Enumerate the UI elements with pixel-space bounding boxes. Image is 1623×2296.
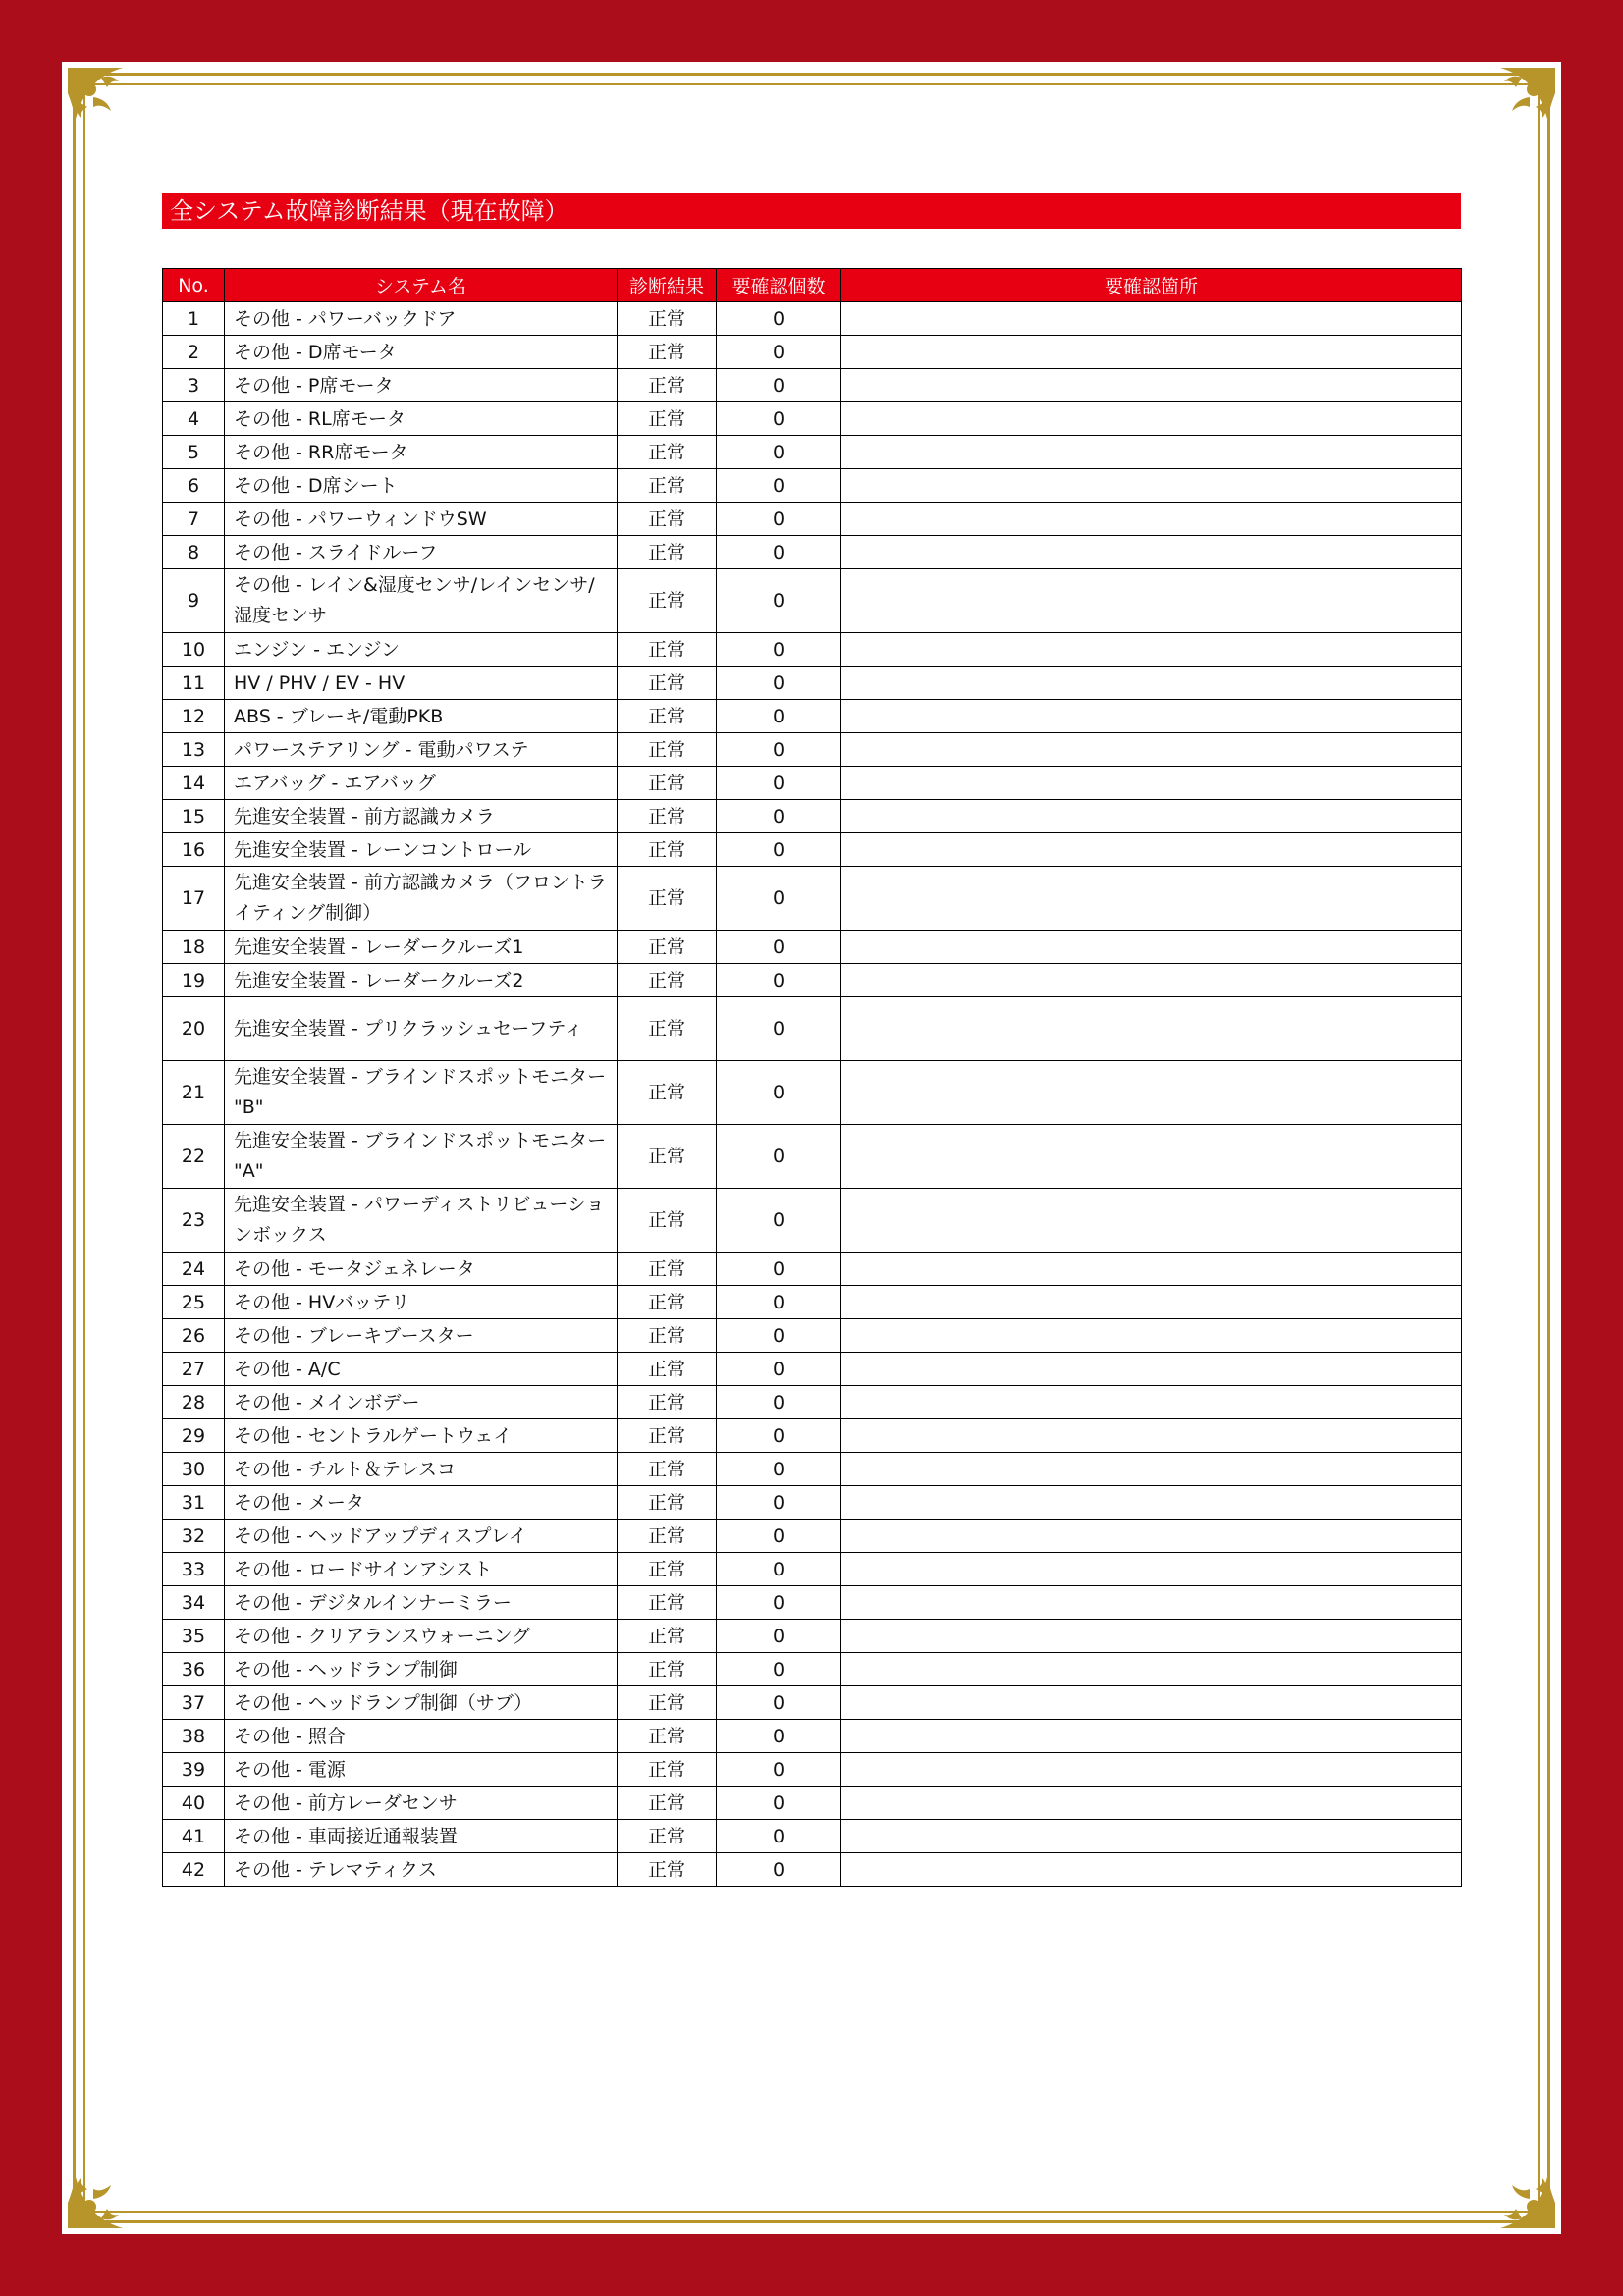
row-system-name: その他 - スライドルーフ <box>225 536 618 569</box>
section-title: 全システム故障診断結果（現在故障） <box>162 193 1461 229</box>
row-system-name: その他 - メータ <box>225 1486 618 1520</box>
row-no: 13 <box>163 733 225 767</box>
header-result: 診断結果 <box>618 269 717 302</box>
row-system-name: パワーステアリング - 電動パワステ <box>225 733 618 767</box>
row-location <box>841 700 1462 733</box>
row-system-name: その他 - パワーウィンドウSW <box>225 503 618 536</box>
row-count: 0 <box>717 402 841 436</box>
row-no: 25 <box>163 1286 225 1319</box>
row-result: 正常 <box>618 1453 717 1486</box>
row-system-name: その他 - D席モータ <box>225 336 618 369</box>
row-count: 0 <box>717 1686 841 1720</box>
row-system-name: その他 - P席モータ <box>225 369 618 402</box>
row-system-name: その他 - A/C <box>225 1353 618 1386</box>
row-no: 16 <box>163 833 225 867</box>
corner-ornament-icon <box>64 64 152 152</box>
table-row <box>163 667 1462 700</box>
row-count: 0 <box>717 369 841 402</box>
row-no: 14 <box>163 767 225 800</box>
row-no: 18 <box>163 931 225 964</box>
table-row <box>163 469 1462 503</box>
row-count: 0 <box>717 536 841 569</box>
row-location <box>841 369 1462 402</box>
row-result: 正常 <box>618 1753 717 1787</box>
row-count: 0 <box>717 700 841 733</box>
row-count: 0 <box>717 569 841 633</box>
row-location <box>841 1189 1462 1253</box>
row-no: 8 <box>163 536 225 569</box>
row-system-name: その他 - ヘッドランプ制御（サブ） <box>225 1686 618 1720</box>
row-count: 0 <box>717 733 841 767</box>
row-system-name: その他 - 照合 <box>225 1720 618 1753</box>
row-system-name: その他 - チルト＆テレスコ <box>225 1453 618 1486</box>
table-row <box>163 1586 1462 1620</box>
row-result: 正常 <box>618 767 717 800</box>
row-result: 正常 <box>618 633 717 667</box>
table-row <box>163 1787 1462 1820</box>
row-location <box>841 1520 1462 1553</box>
table-row <box>163 1653 1462 1686</box>
row-no: 37 <box>163 1686 225 1720</box>
table-row <box>163 767 1462 800</box>
row-no: 36 <box>163 1653 225 1686</box>
table-row <box>163 633 1462 667</box>
table-body <box>163 302 1462 1887</box>
row-count: 0 <box>717 1486 841 1520</box>
row-count: 0 <box>717 469 841 503</box>
row-count: 0 <box>717 1820 841 1853</box>
row-no: 12 <box>163 700 225 733</box>
row-location <box>841 867 1462 931</box>
row-system-name: その他 - メインボデー <box>225 1386 618 1419</box>
row-result: 正常 <box>618 1189 717 1253</box>
row-location <box>841 469 1462 503</box>
row-result: 正常 <box>618 1419 717 1453</box>
row-count: 0 <box>717 767 841 800</box>
row-system-name: 先進安全装置 - レーダークルーズ2 <box>225 964 618 997</box>
table-row <box>163 931 1462 964</box>
row-count: 0 <box>717 633 841 667</box>
row-location <box>841 997 1462 1061</box>
header-count: 要確認個数 <box>717 269 841 302</box>
table-row <box>163 369 1462 402</box>
row-count: 0 <box>717 1061 841 1125</box>
row-result: 正常 <box>618 1125 717 1189</box>
table-row <box>163 1520 1462 1553</box>
row-result: 正常 <box>618 1787 717 1820</box>
row-system-name: 先進安全装置 - プリクラッシュセーフティ <box>225 997 618 1061</box>
row-system-name: その他 - クリアランスウォーニング <box>225 1620 618 1653</box>
row-system-name: その他 - D席シート <box>225 469 618 503</box>
row-system-name: 先進安全装置 - ブラインドスポットモニター "B" <box>225 1061 618 1125</box>
table-row <box>163 503 1462 536</box>
row-no: 24 <box>163 1253 225 1286</box>
row-system-name: 先進安全装置 - 前方認識カメラ <box>225 800 618 833</box>
table-row <box>163 302 1462 336</box>
row-count: 0 <box>717 1586 841 1620</box>
row-location <box>841 1453 1462 1486</box>
row-location <box>841 1286 1462 1319</box>
row-location <box>841 536 1462 569</box>
row-count: 0 <box>717 1286 841 1319</box>
table-row <box>163 997 1462 1061</box>
row-result: 正常 <box>618 1520 717 1553</box>
row-location <box>841 767 1462 800</box>
row-no: 9 <box>163 569 225 633</box>
row-location <box>841 833 1462 867</box>
row-count: 0 <box>717 1453 841 1486</box>
row-location <box>841 1553 1462 1586</box>
row-no: 23 <box>163 1189 225 1253</box>
table-row <box>163 1189 1462 1253</box>
row-no: 27 <box>163 1353 225 1386</box>
row-system-name: その他 - ブレーキブースター <box>225 1319 618 1353</box>
row-result: 正常 <box>618 1286 717 1319</box>
row-result: 正常 <box>618 469 717 503</box>
row-location <box>841 733 1462 767</box>
row-result: 正常 <box>618 569 717 633</box>
row-no: 34 <box>163 1586 225 1620</box>
row-no: 40 <box>163 1787 225 1820</box>
table-row <box>163 1319 1462 1353</box>
row-count: 0 <box>717 436 841 469</box>
row-count: 0 <box>717 1253 841 1286</box>
row-no: 42 <box>163 1853 225 1887</box>
row-system-name: エンジン - エンジン <box>225 633 618 667</box>
row-count: 0 <box>717 1720 841 1753</box>
row-result: 正常 <box>618 1253 717 1286</box>
row-count: 0 <box>717 1653 841 1686</box>
table-row <box>163 1553 1462 1586</box>
table-row <box>163 1353 1462 1386</box>
row-location <box>841 1353 1462 1386</box>
corner-ornament-icon <box>1471 2144 1559 2232</box>
row-location <box>841 1686 1462 1720</box>
row-location <box>841 1586 1462 1620</box>
row-location <box>841 633 1462 667</box>
row-no: 21 <box>163 1061 225 1125</box>
row-system-name: その他 - デジタルインナーミラー <box>225 1586 618 1620</box>
row-result: 正常 <box>618 1720 717 1753</box>
header-no: No. <box>163 269 225 302</box>
table-row <box>163 733 1462 767</box>
row-count: 0 <box>717 336 841 369</box>
table-row <box>163 1720 1462 1753</box>
row-no: 30 <box>163 1453 225 1486</box>
row-result: 正常 <box>618 536 717 569</box>
row-result: 正常 <box>618 931 717 964</box>
corner-ornament-icon <box>64 2144 152 2232</box>
row-no: 4 <box>163 402 225 436</box>
row-no: 38 <box>163 1720 225 1753</box>
table-row <box>163 1061 1462 1125</box>
row-count: 0 <box>717 667 841 700</box>
row-system-name: その他 - RL席モータ <box>225 402 618 436</box>
row-count: 0 <box>717 1520 841 1553</box>
row-result: 正常 <box>618 733 717 767</box>
table-row <box>163 700 1462 733</box>
row-system-name: その他 - セントラルゲートウェイ <box>225 1419 618 1453</box>
row-result: 正常 <box>618 369 717 402</box>
row-no: 33 <box>163 1553 225 1586</box>
row-no: 6 <box>163 469 225 503</box>
row-no: 7 <box>163 503 225 536</box>
row-count: 0 <box>717 1753 841 1787</box>
table-header-row <box>163 269 1462 302</box>
table-row <box>163 402 1462 436</box>
row-no: 1 <box>163 302 225 336</box>
row-result: 正常 <box>618 997 717 1061</box>
row-system-name: その他 - ヘッドアップディスプレイ <box>225 1520 618 1553</box>
row-no: 15 <box>163 800 225 833</box>
row-location <box>841 1253 1462 1286</box>
row-result: 正常 <box>618 1486 717 1520</box>
row-location <box>841 503 1462 536</box>
row-system-name: その他 - ヘッドランプ制御 <box>225 1653 618 1686</box>
row-location <box>841 1125 1462 1189</box>
row-location <box>841 1419 1462 1453</box>
row-result: 正常 <box>618 800 717 833</box>
row-count: 0 <box>717 302 841 336</box>
row-system-name: その他 - 電源 <box>225 1753 618 1787</box>
table-row <box>163 833 1462 867</box>
table-row <box>163 569 1462 633</box>
row-count: 0 <box>717 1386 841 1419</box>
table-row <box>163 336 1462 369</box>
row-system-name: エアバッグ - エアバッグ <box>225 767 618 800</box>
row-count: 0 <box>717 997 841 1061</box>
table-row <box>163 964 1462 997</box>
row-system-name: 先進安全装置 - レーンコントロール <box>225 833 618 867</box>
table-row <box>163 1386 1462 1419</box>
row-system-name: 先進安全装置 - レーダークルーズ1 <box>225 931 618 964</box>
row-system-name: その他 - 車両接近通報装置 <box>225 1820 618 1853</box>
diagnosis-table <box>162 268 1462 1887</box>
row-system-name: その他 - モータジェネレータ <box>225 1253 618 1286</box>
row-location <box>841 1753 1462 1787</box>
row-location <box>841 800 1462 833</box>
row-count: 0 <box>717 1419 841 1453</box>
row-system-name: その他 - HVバッテリ <box>225 1286 618 1319</box>
row-count: 0 <box>717 1553 841 1586</box>
row-no: 3 <box>163 369 225 402</box>
corner-ornament-icon <box>1471 64 1559 152</box>
row-count: 0 <box>717 1319 841 1353</box>
row-result: 正常 <box>618 1586 717 1620</box>
row-result: 正常 <box>618 667 717 700</box>
row-system-name: その他 - レイン&湿度センサ/レインセンサ/湿度センサ <box>225 569 618 633</box>
row-location <box>841 1486 1462 1520</box>
row-count: 0 <box>717 833 841 867</box>
row-result: 正常 <box>618 1686 717 1720</box>
row-result: 正常 <box>618 1386 717 1419</box>
row-location <box>841 1620 1462 1653</box>
row-system-name: 先進安全装置 - 前方認識カメラ（フロントライティング制御） <box>225 867 618 931</box>
row-system-name: 先進安全装置 - パワーディストリビューションボックス <box>225 1189 618 1253</box>
row-result: 正常 <box>618 1853 717 1887</box>
row-location <box>841 1386 1462 1419</box>
row-result: 正常 <box>618 833 717 867</box>
table-row <box>163 800 1462 833</box>
row-location <box>841 1720 1462 1753</box>
row-result: 正常 <box>618 867 717 931</box>
row-no: 10 <box>163 633 225 667</box>
row-count: 0 <box>717 503 841 536</box>
row-location <box>841 1853 1462 1887</box>
row-system-name: HV / PHV / EV - HV <box>225 667 618 700</box>
row-no: 22 <box>163 1125 225 1189</box>
row-result: 正常 <box>618 302 717 336</box>
row-no: 19 <box>163 964 225 997</box>
row-no: 35 <box>163 1620 225 1653</box>
row-location <box>841 1061 1462 1125</box>
row-system-name: その他 - パワーバックドア <box>225 302 618 336</box>
row-location <box>841 1787 1462 1820</box>
row-result: 正常 <box>618 1620 717 1653</box>
row-count: 0 <box>717 800 841 833</box>
row-system-name: ABS - ブレーキ/電動PKB <box>225 700 618 733</box>
row-no: 28 <box>163 1386 225 1419</box>
row-location <box>841 336 1462 369</box>
row-no: 17 <box>163 867 225 931</box>
row-system-name: その他 - RR席モータ <box>225 436 618 469</box>
row-count: 0 <box>717 1620 841 1653</box>
row-result: 正常 <box>618 1061 717 1125</box>
row-location <box>841 667 1462 700</box>
row-count: 0 <box>717 1125 841 1189</box>
row-location <box>841 964 1462 997</box>
table-row <box>163 436 1462 469</box>
table-row <box>163 1753 1462 1787</box>
row-location <box>841 1820 1462 1853</box>
row-result: 正常 <box>618 700 717 733</box>
row-result: 正常 <box>618 1553 717 1586</box>
row-location <box>841 302 1462 336</box>
row-no: 26 <box>163 1319 225 1353</box>
row-count: 0 <box>717 1353 841 1386</box>
table-row <box>163 1686 1462 1720</box>
row-no: 41 <box>163 1820 225 1853</box>
row-result: 正常 <box>618 336 717 369</box>
table-row <box>163 1853 1462 1887</box>
table-row <box>163 1620 1462 1653</box>
row-count: 0 <box>717 931 841 964</box>
row-result: 正常 <box>618 436 717 469</box>
table-row <box>163 1125 1462 1189</box>
table-row <box>163 1253 1462 1286</box>
table-row <box>163 1486 1462 1520</box>
table-row <box>163 1419 1462 1453</box>
row-no: 5 <box>163 436 225 469</box>
row-location <box>841 1319 1462 1353</box>
table-row <box>163 1820 1462 1853</box>
row-location <box>841 931 1462 964</box>
row-no: 29 <box>163 1419 225 1453</box>
row-result: 正常 <box>618 1319 717 1353</box>
row-no: 31 <box>163 1486 225 1520</box>
row-count: 0 <box>717 1189 841 1253</box>
row-count: 0 <box>717 964 841 997</box>
row-count: 0 <box>717 1853 841 1887</box>
row-result: 正常 <box>618 1653 717 1686</box>
row-location <box>841 402 1462 436</box>
header-location: 要確認箇所 <box>841 269 1462 302</box>
row-location <box>841 1653 1462 1686</box>
row-no: 2 <box>163 336 225 369</box>
row-result: 正常 <box>618 1353 717 1386</box>
row-no: 32 <box>163 1520 225 1553</box>
row-result: 正常 <box>618 402 717 436</box>
row-system-name: その他 - ロードサインアシスト <box>225 1553 618 1586</box>
row-location <box>841 569 1462 633</box>
row-location <box>841 436 1462 469</box>
table-row <box>163 536 1462 569</box>
row-system-name: 先進安全装置 - ブラインドスポットモニター "A" <box>225 1125 618 1189</box>
row-count: 0 <box>717 1787 841 1820</box>
row-system-name: その他 - テレマティクス <box>225 1853 618 1887</box>
row-system-name: その他 - 前方レーダセンサ <box>225 1787 618 1820</box>
table-row <box>163 867 1462 931</box>
row-no: 39 <box>163 1753 225 1787</box>
header-system-name: システム名 <box>225 269 618 302</box>
row-result: 正常 <box>618 964 717 997</box>
row-no: 20 <box>163 997 225 1061</box>
row-count: 0 <box>717 867 841 931</box>
row-result: 正常 <box>618 1820 717 1853</box>
table-row <box>163 1286 1462 1319</box>
table-row <box>163 1453 1462 1486</box>
row-result: 正常 <box>618 503 717 536</box>
row-no: 11 <box>163 667 225 700</box>
